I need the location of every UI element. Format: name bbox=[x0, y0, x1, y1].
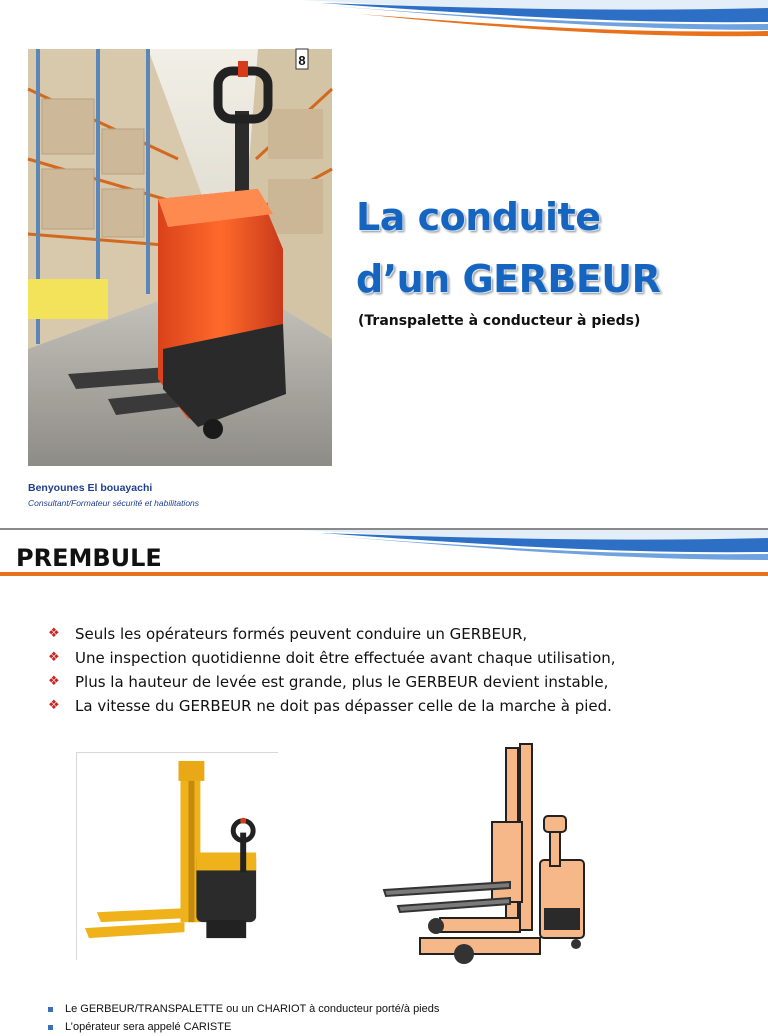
list-item bbox=[48, 1018, 439, 1036]
slide-title-line2: d’un GERBEUR bbox=[356, 257, 661, 301]
rack-number-label: 8 bbox=[298, 53, 306, 68]
list-item bbox=[48, 622, 616, 646]
square-bullet-icon bbox=[48, 1007, 53, 1012]
square-bullet-icon bbox=[48, 1025, 53, 1030]
diamond-bullet-icon: ❖ bbox=[48, 698, 60, 713]
diamond-bullet-icon: ❖ bbox=[48, 674, 60, 689]
slide-title-line1: La conduite bbox=[356, 195, 601, 239]
rules-list bbox=[48, 622, 616, 718]
notes-list bbox=[48, 1000, 439, 1036]
section-header: PREMBULE bbox=[16, 544, 162, 572]
diamond-bullet-icon: ❖ bbox=[48, 650, 60, 665]
stacker-line-drawing bbox=[380, 742, 590, 970]
list-item-text: Le GERBEUR/TRANSPALETTE ou un CHARIOT à conducteur porté/à pieds bbox=[65, 1003, 440, 1015]
list-item-text: Plus la hauteur de levée est grande, plus le GERBEUR devient instable, bbox=[75, 673, 609, 691]
list-item-text: Une inspection quotidienne doit être effectuée avant chaque utilisation, bbox=[75, 649, 616, 667]
list-item-text: L’opérateur sera appelé CARISTE bbox=[65, 1021, 232, 1033]
header-swoosh bbox=[0, 0, 768, 40]
slide-subtitle: (Transpalette à conducteur à pieds) bbox=[358, 313, 641, 329]
preamble-slide bbox=[0, 528, 768, 1033]
slide-title bbox=[356, 186, 756, 310]
author-role: Consultant/Formateur sécurité et habilitations bbox=[28, 498, 200, 508]
header-rule bbox=[0, 572, 768, 576]
list-item bbox=[48, 646, 616, 670]
warehouse-pallet-truck-photo bbox=[28, 49, 332, 466]
list-item-text: La vitesse du GERBEUR ne doit pas dépasser celle de la marche à pied. bbox=[75, 697, 612, 715]
list-item bbox=[48, 694, 616, 718]
list-item bbox=[48, 1000, 439, 1018]
diamond-bullet-icon: ❖ bbox=[48, 626, 60, 641]
list-item bbox=[48, 670, 616, 694]
author-name: Benyounes El bouayachi bbox=[28, 482, 153, 494]
yellow-stacker-photo bbox=[76, 752, 278, 960]
list-item-text: Seuls les opérateurs formés peuvent conduire un GERBEUR, bbox=[75, 625, 528, 643]
